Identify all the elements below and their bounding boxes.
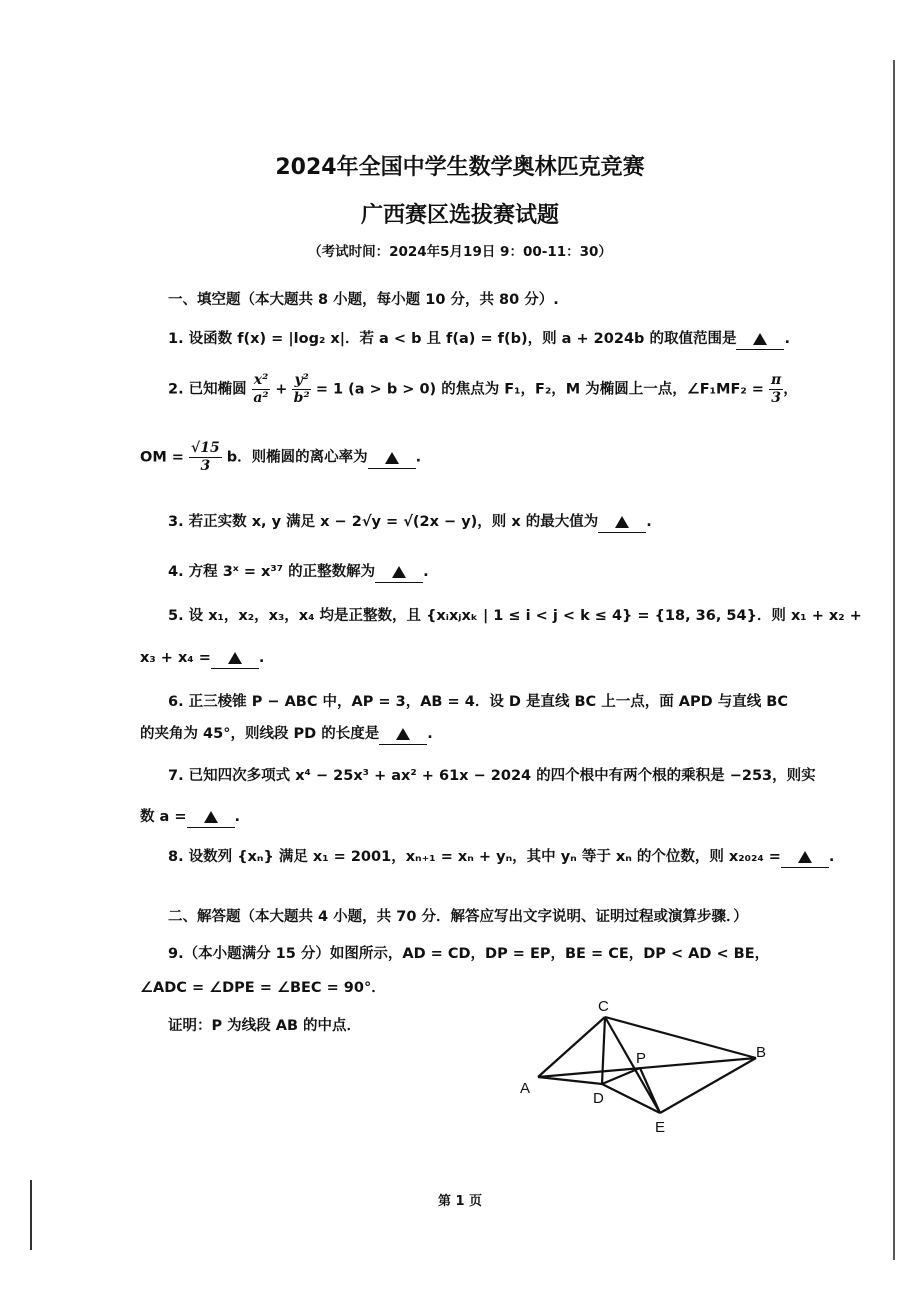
exam-subtitle: 广西赛区选拔赛试题 — [360, 203, 559, 228]
exam-time: （考试时间：2024年5月19日 9：00-11：30） — [308, 244, 612, 260]
page-footer: 第 1 页 — [437, 1194, 483, 1209]
question-7-line-2: 数 a = . — [140, 805, 240, 828]
fraction-sqrt15-3 — [189, 440, 222, 475]
fraction-denominator: 3 — [771, 390, 781, 406]
triangle-icon — [615, 516, 629, 528]
question-1: 1. 设函数 f(x) = |log₂ x|．若 a < b 且 f(a) = f(b)，则 a + 2024b 的取值范围是 . — [168, 327, 790, 350]
fraction-denominator: b² — [293, 390, 310, 406]
question-2-line-2: OM = $\frac{√15}{3}$ b．则椭圆的离心率为 . — [140, 440, 422, 474]
question-6-line-2: 的夹角为 45°，则线段 PD 的长度是 . — [140, 722, 433, 745]
section-1-heading: 一、填空题（本大题共 8 小题，每小题 10 分，共 80 分）. — [168, 292, 559, 308]
label-E: E — [655, 1119, 666, 1136]
question-2-text-b: 的焦点为 F₁，F₂，M 为椭圆上一点，∠F₁MF₂ = — [441, 381, 764, 398]
segment-CB — [605, 1017, 756, 1058]
triangle-icon — [396, 728, 410, 740]
question-9-prove: 证明：P 为线段 AB 的中点． — [168, 1018, 362, 1034]
answer-blank-8 — [781, 851, 829, 868]
question-2-text-c: OM = — [140, 449, 184, 466]
segment-AC — [538, 1017, 605, 1077]
answer-blank-5 — [211, 652, 259, 669]
segment-BE — [660, 1058, 756, 1113]
label-A: A — [520, 1080, 531, 1097]
question-4-text: 4. 方程 3ˣ = x³⁷ 的正整数解为 — [168, 564, 376, 580]
answer-blank-1 — [736, 333, 784, 350]
question-1-text: 1. 设函数 f(x) = |log₂ x|．若 a < b 且 f(a) = f(b)，则 a + 2024b 的取值范围是 — [168, 331, 737, 347]
segment-CD — [602, 1017, 605, 1084]
section-2-heading: 二、解答题（本大题共 4 小题，共 70 分．解答应写出文字说明、证明过程或演算步骤．） — [168, 909, 748, 925]
geometry-figure — [510, 995, 790, 1140]
question-7-text-b: 数 a = — [140, 809, 187, 825]
question-8-text: 8. 设数列 {xₙ} 满足 x₁ = 2001，xₙ₊₁ = xₙ + yₙ，其中 yₙ 等于 xₙ 的个位数，则 x₂₀₂₄ = — [168, 849, 781, 865]
fraction-numerator: x² — [253, 372, 269, 388]
plus-sign: + — [275, 381, 288, 398]
triangle-icon — [228, 652, 242, 664]
fraction-numerator: π — [770, 372, 782, 388]
triangle-icon — [753, 333, 767, 345]
triangle-icon — [385, 452, 399, 464]
question-8: 8. 设数列 {xₙ} 满足 x₁ = 2001，xₙ₊₁ = xₙ + yₙ，其中 yₙ 等于 xₙ 的个位数，则 x₂₀₂₄ = . — [168, 845, 834, 868]
triangle-icon — [204, 811, 218, 823]
answer-blank-7 — [187, 811, 235, 828]
label-P: P — [636, 1050, 647, 1067]
segment-AD — [538, 1077, 602, 1084]
triangle-icon — [392, 566, 406, 578]
question-6-text-a: 6. 正三棱锥 P − ABC 中，AP = 3，AB = 4．设 D 是直线 BC 上一点，面 APD 与直线 BC — [168, 694, 788, 710]
answer-blank-4 — [375, 566, 423, 583]
question-9-line-2: ∠ADC = ∠DPE = ∠BEC = 90°． — [140, 980, 386, 996]
question-3: 3. 若正实数 x, y 满足 x − 2√y = √(2x − y)，则 x 的最大值为 . — [168, 510, 652, 533]
segment-PE — [640, 1068, 660, 1113]
question-4: 4. 方程 3ˣ = x³⁷ 的正整数解为 . — [168, 560, 429, 583]
label-D: D — [593, 1090, 604, 1107]
question-5-text-b: x₃ + x₄ = — [140, 650, 211, 666]
question-6-text-b: 的夹角为 45°，则线段 PD 的长度是 — [140, 726, 380, 742]
label-C: C — [598, 998, 609, 1015]
question-5 — [168, 604, 862, 625]
triangle-icon — [798, 851, 812, 863]
fraction-numerator: √15 — [191, 440, 220, 456]
question-7-text-a: 7. 已知四次多项式 x⁴ − 25x³ + ax² + 61x − 2024 的四个根中有两个根的乘积是 −253，则实 — [168, 768, 816, 784]
question-3-text: 3. 若正实数 x, y 满足 x − 2√y = √(2x − y)，则 x 的最大值为 — [168, 514, 599, 530]
answer-blank-3 — [598, 516, 646, 533]
fraction-y2-b2 — [292, 372, 310, 407]
question-2-text-d: b．则椭圆的离心率为 — [226, 449, 368, 466]
question-5-line-2: x₃ + x₄ = . — [140, 650, 264, 669]
answer-blank-2 — [368, 452, 416, 469]
answer-blank-6 — [379, 728, 427, 745]
ellipse-equation-rhs: = 1 (a > b > 0) — [315, 381, 437, 398]
label-B: B — [756, 1044, 767, 1061]
fraction-x2-a2 — [252, 372, 270, 407]
question-9-line-1: 9.（本小题满分 15 分）如图所示，AD = CD，DP = EP，BE = CE，DP < AD < BE， — [168, 946, 770, 962]
question-7 — [168, 764, 816, 785]
fraction-denominator: 3 — [200, 458, 211, 474]
exam-title: 2024年全国中学生数学奥林匹克竞赛 — [275, 155, 645, 180]
question-6 — [168, 690, 788, 711]
question-2-text-a: 2. 已知椭圆 — [168, 381, 247, 398]
fraction-pi-3 — [769, 372, 783, 407]
question-5-text-a: 5. 设 x₁，x₂，x₃，x₄ 均是正整数，且 {xᵢxⱼxₖ | 1 ≤ i < j < k ≤ 4} = {18, 36, 54}．则 x₁ + x₂ + — [168, 608, 862, 624]
fraction-denominator: a² — [253, 390, 269, 406]
segment-AB — [538, 1058, 756, 1077]
question-2: 2. 已知椭圆 $\frac{\text{x²}}{\text{a²}}$ + $\frac{\text{y²}}{\text{b²}}$ = 1 (a > b > 0) 的焦点为 F₁，F₂，M 为椭圆上一点，∠F₁MF₂ = $\frac{\pi}{3}$ ， — [168, 372, 798, 406]
fraction-numerator: y² — [294, 372, 309, 388]
